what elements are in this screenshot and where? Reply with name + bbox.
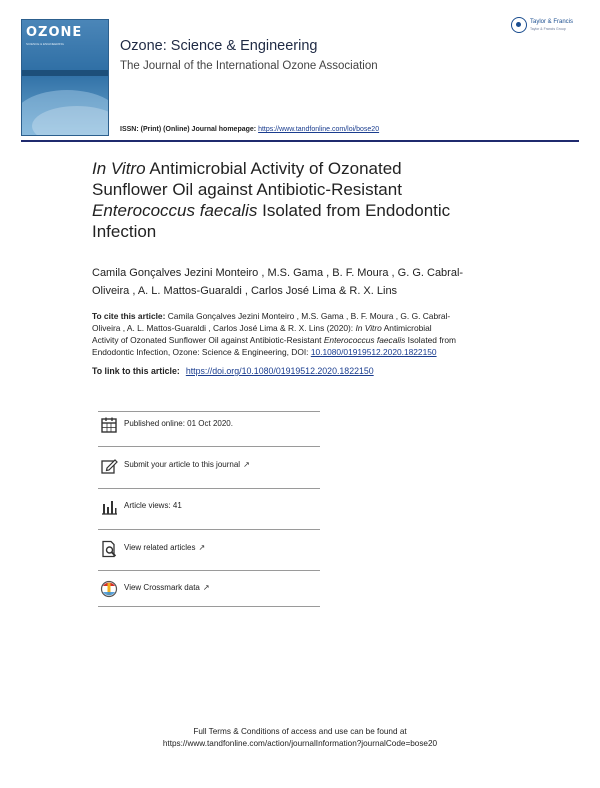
article-views-row <box>98 496 318 520</box>
title-line <box>92 221 512 242</box>
header-divider <box>21 140 579 142</box>
footer-link[interactable]: https://www.tandfonline.com/action/journalInformation?journalCode=bose20 <box>162 739 438 748</box>
title-line <box>92 200 512 221</box>
published-date: Published online: 01 Oct 2020. <box>124 419 233 428</box>
cover-subtitle: SCIENCE & ENGINEERING <box>26 42 65 46</box>
citation-text: Endodontic Infection, Ozone: Science & Engineering, DOI: <box>92 347 311 357</box>
citation-line <box>92 346 522 358</box>
submit-article-link[interactable] <box>124 460 250 469</box>
publisher-logo-icon <box>511 17 527 33</box>
submit-article-label: Submit your article to this journal <box>124 460 241 469</box>
calendar-icon <box>100 416 118 434</box>
bar-chart-icon <box>100 498 118 516</box>
title-line <box>92 158 512 179</box>
submit-article-row[interactable] <box>98 455 318 479</box>
footer-text: Full Terms & Conditions of access and use can be found at <box>193 727 407 736</box>
title-text: Isolated from Endodontic <box>257 201 451 220</box>
related-articles-icon <box>100 540 118 558</box>
title-italic: Enterococcus faecalis <box>92 201 258 220</box>
journal-cover-image <box>21 19 109 136</box>
cover-title: OZONE <box>26 25 83 40</box>
crossmark-label: View Crossmark data <box>124 583 200 592</box>
divider <box>98 606 320 607</box>
published-online-row <box>98 414 318 438</box>
journal-homepage-link[interactable]: https://www.tandfonline.com/loi/bose20 <box>258 126 380 133</box>
external-link-icon: ↗ <box>198 543 206 552</box>
divider <box>98 488 320 489</box>
publisher-name: Taylor & Francis <box>530 19 574 25</box>
crossmark-icon <box>100 580 118 598</box>
divider <box>98 446 320 447</box>
citation-italic: Enterococcus faecalis <box>323 335 406 345</box>
title-text: Antimicrobial Activity of Ozonated <box>145 159 402 178</box>
issn-label: ISSN: (Print) (Online) Journal homepage: <box>120 126 257 133</box>
citation-line <box>92 310 522 322</box>
external-link-icon: ↗ <box>243 460 250 469</box>
title-text: Infection <box>92 222 157 241</box>
issn-line <box>120 126 379 133</box>
citation-text: Isolated from <box>405 335 457 345</box>
title-line <box>92 179 512 200</box>
edit-icon <box>100 457 118 475</box>
authors-line: Oliveira , A. L. Mattos-Guaraldi , Carlos José Lima & R. X. Lins <box>92 285 398 297</box>
article-title <box>92 158 512 242</box>
publisher-tagline: Taylor & Francis Group <box>530 27 566 31</box>
citation-line <box>92 334 522 346</box>
article-doi-url[interactable]: https://doi.org/10.1080/01919512.2020.1822150 <box>185 366 374 376</box>
divider <box>98 529 320 530</box>
authors-line: Camila Gonçalves Jezini Monteiro , M.S. Gama , B. F. Moura , G. G. Cabral- <box>92 267 464 279</box>
citation-italic: In Vitro <box>355 323 382 333</box>
related-articles-link[interactable] <box>124 543 205 552</box>
publisher-logo[interactable] <box>511 15 581 37</box>
article-views: Article views: 41 <box>124 501 182 510</box>
external-link-icon: ↗ <box>202 583 210 592</box>
related-articles-row[interactable] <box>98 538 318 562</box>
footer <box>0 726 600 750</box>
divider <box>98 411 320 412</box>
journal-subtitle: The Journal of the International Ozone Association <box>120 60 378 72</box>
doi-link[interactable]: 10.1080/01919512.2020.1822150 <box>310 347 437 357</box>
title-text: Sunflower Oil against Antibiotic-Resistant <box>92 180 402 199</box>
article-authors <box>92 264 512 300</box>
citation-line <box>92 322 522 334</box>
divider <box>98 570 320 571</box>
citation-block <box>92 310 522 358</box>
link-label: To link to this article: <box>92 366 180 376</box>
crossmark-row[interactable] <box>98 578 318 602</box>
journal-title: Ozone: Science & Engineering <box>120 38 318 54</box>
crossmark-link[interactable] <box>124 583 210 592</box>
citation-text: Oliveira , A. L. Mattos-Guaraldi , Carlos José Lima & R. X. Lins (2020): <box>92 323 356 333</box>
title-italic: In Vitro <box>92 159 146 178</box>
citation-text: Activity of Ozonated Sunflower Oil against Antibiotic-Resistant <box>92 335 324 345</box>
citation-label: To cite this article: <box>92 311 166 321</box>
related-articles-label: View related articles <box>124 543 196 552</box>
article-link-row <box>92 366 374 376</box>
cover-band <box>22 70 108 76</box>
citation-text: Antimicrobial <box>381 323 432 333</box>
citation-text: Camila Gonçalves Jezini Monteiro , M.S. Gama , B. F. Moura , G. G. Cabral- <box>167 311 451 321</box>
